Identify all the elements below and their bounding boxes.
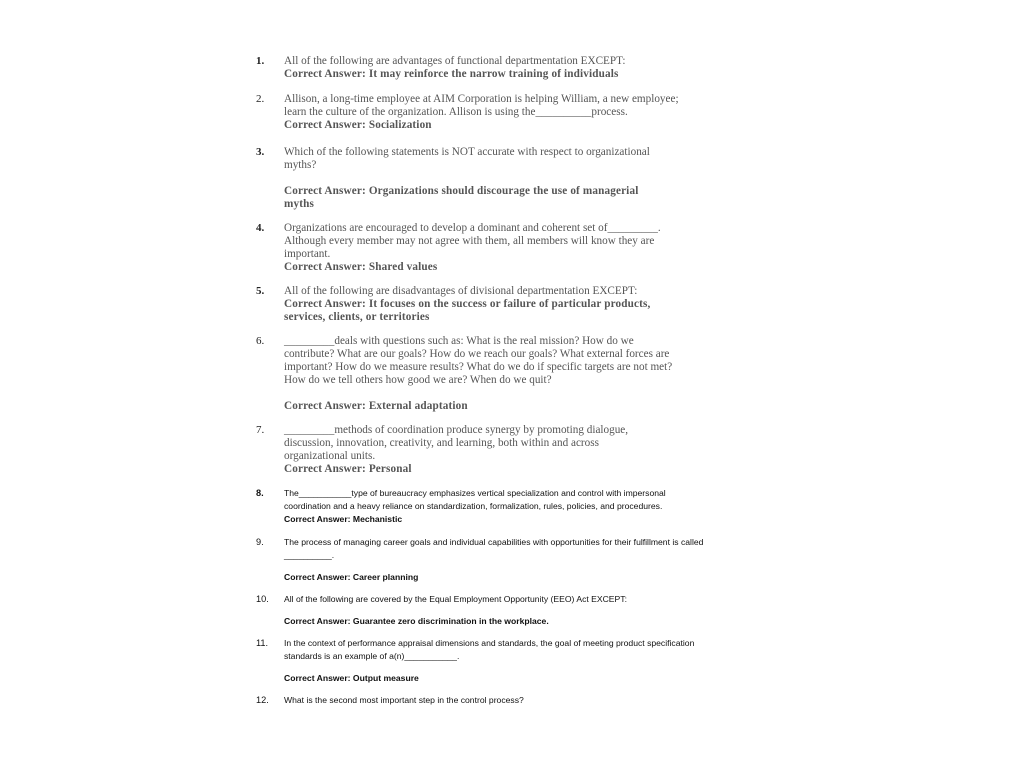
correct-answer: Correct Answer: Mechanistic [284,514,403,524]
question-text: _________methods of coordination produce synergy by promoting dialogue, [284,424,629,436]
question-number: 3. [256,146,265,158]
question-item [256,536,816,584]
correct-answer: Correct Answer: Career planning [284,572,419,582]
question-text: myths? [284,159,317,171]
question-item [256,55,776,81]
question-item [256,146,776,211]
question-text: What is the second most important step in the control process? [284,695,524,705]
question-text: standards is an example of a(n)___________. [284,651,460,661]
question-text: _________deals with questions such as: What is the real mission? How do we [284,335,634,347]
question-text: organizational units. [284,450,376,462]
question-text: Allison, a long-time employee at AIM Corporation is helping William, a new employee; [284,93,679,105]
correct-answer: Correct Answer: It may reinforce the narrow training of individuals [284,68,619,80]
question-text: contribute? What are our goals? How do we reach our goals? What external forces are [284,348,670,360]
correct-answer: Correct Answer: Output measure [284,673,419,683]
correct-answer: services, clients, or territories [284,311,430,323]
question-item [256,694,816,707]
question-text: In the context of performance appraisal dimensions and standards, the goal of meeting product specification [284,638,695,648]
question-text: __________. [284,550,335,560]
question-text: important. [284,248,331,260]
correct-answer: Correct Answer: Guarantee zero discrimination in the workplace. [284,616,549,626]
question-text: All of the following are disadvantages of divisional departmentation EXCEPT: [284,285,638,297]
question-item [256,285,776,324]
question-item [256,93,776,132]
question-text: coordination and a heavy reliance on standardization, formalization, rules, policies, and procedures. [284,501,663,511]
correct-answer: Correct Answer: Personal [284,463,412,475]
question-item [256,335,776,413]
correct-answer: myths [284,198,314,210]
question-text: How do we tell others how good we are? When do we quit? [284,374,552,386]
question-item [256,593,816,628]
question-text: important? How do we measure results? What do we do if specific targets are not met? [284,361,673,373]
question-text: discussion, innovation, creativity, and learning, both within and across [284,437,599,449]
question-text: The___________type of bureaucracy emphasizes vertical specialization and control with impersonal [284,488,666,498]
question-number: 5. [256,285,265,297]
question-text: Organizations are encouraged to develop a dominant and coherent set of_________. [284,222,661,234]
correct-answer: Correct Answer: It focuses on the success or failure of particular products, [284,298,651,310]
question-text: learn the culture of the organization. Allison is using the__________process. [284,106,628,118]
question-text: All of the following are advantages of functional departmentation EXCEPT: [284,55,626,67]
question-item [256,637,816,685]
correct-answer: Correct Answer: Shared values [284,261,438,273]
question-text: Although every member may not agree with them, all members will know they are [284,235,655,247]
question-number: 9. [256,537,264,547]
question-item [256,424,776,476]
question-number: 7. [256,424,265,436]
correct-answer: Correct Answer: Socialization [284,119,432,131]
question-number: 12. [256,695,269,705]
question-number: 2. [256,93,265,105]
question-number: 10. [256,594,269,604]
question-number: 4. [256,222,265,234]
question-number: 1. [256,55,265,67]
question-item [256,487,816,526]
question-number: 11. [256,638,269,648]
correct-answer: Correct Answer: Organizations should discourage the use of managerial [284,185,639,197]
question-text: Which of the following statements is NOT accurate with respect to organizational [284,146,650,158]
question-text: The process of managing career goals and individual capabilities with opportunities for their fulfillment is called [284,537,704,547]
question-item [256,222,776,274]
question-number: 8. [256,488,264,498]
question-text: All of the following are covered by the Equal Employment Opportunity (EEO) Act EXCEPT: [284,594,627,604]
correct-answer: Correct Answer: External adaptation [284,400,468,412]
question-number: 6. [256,335,265,347]
